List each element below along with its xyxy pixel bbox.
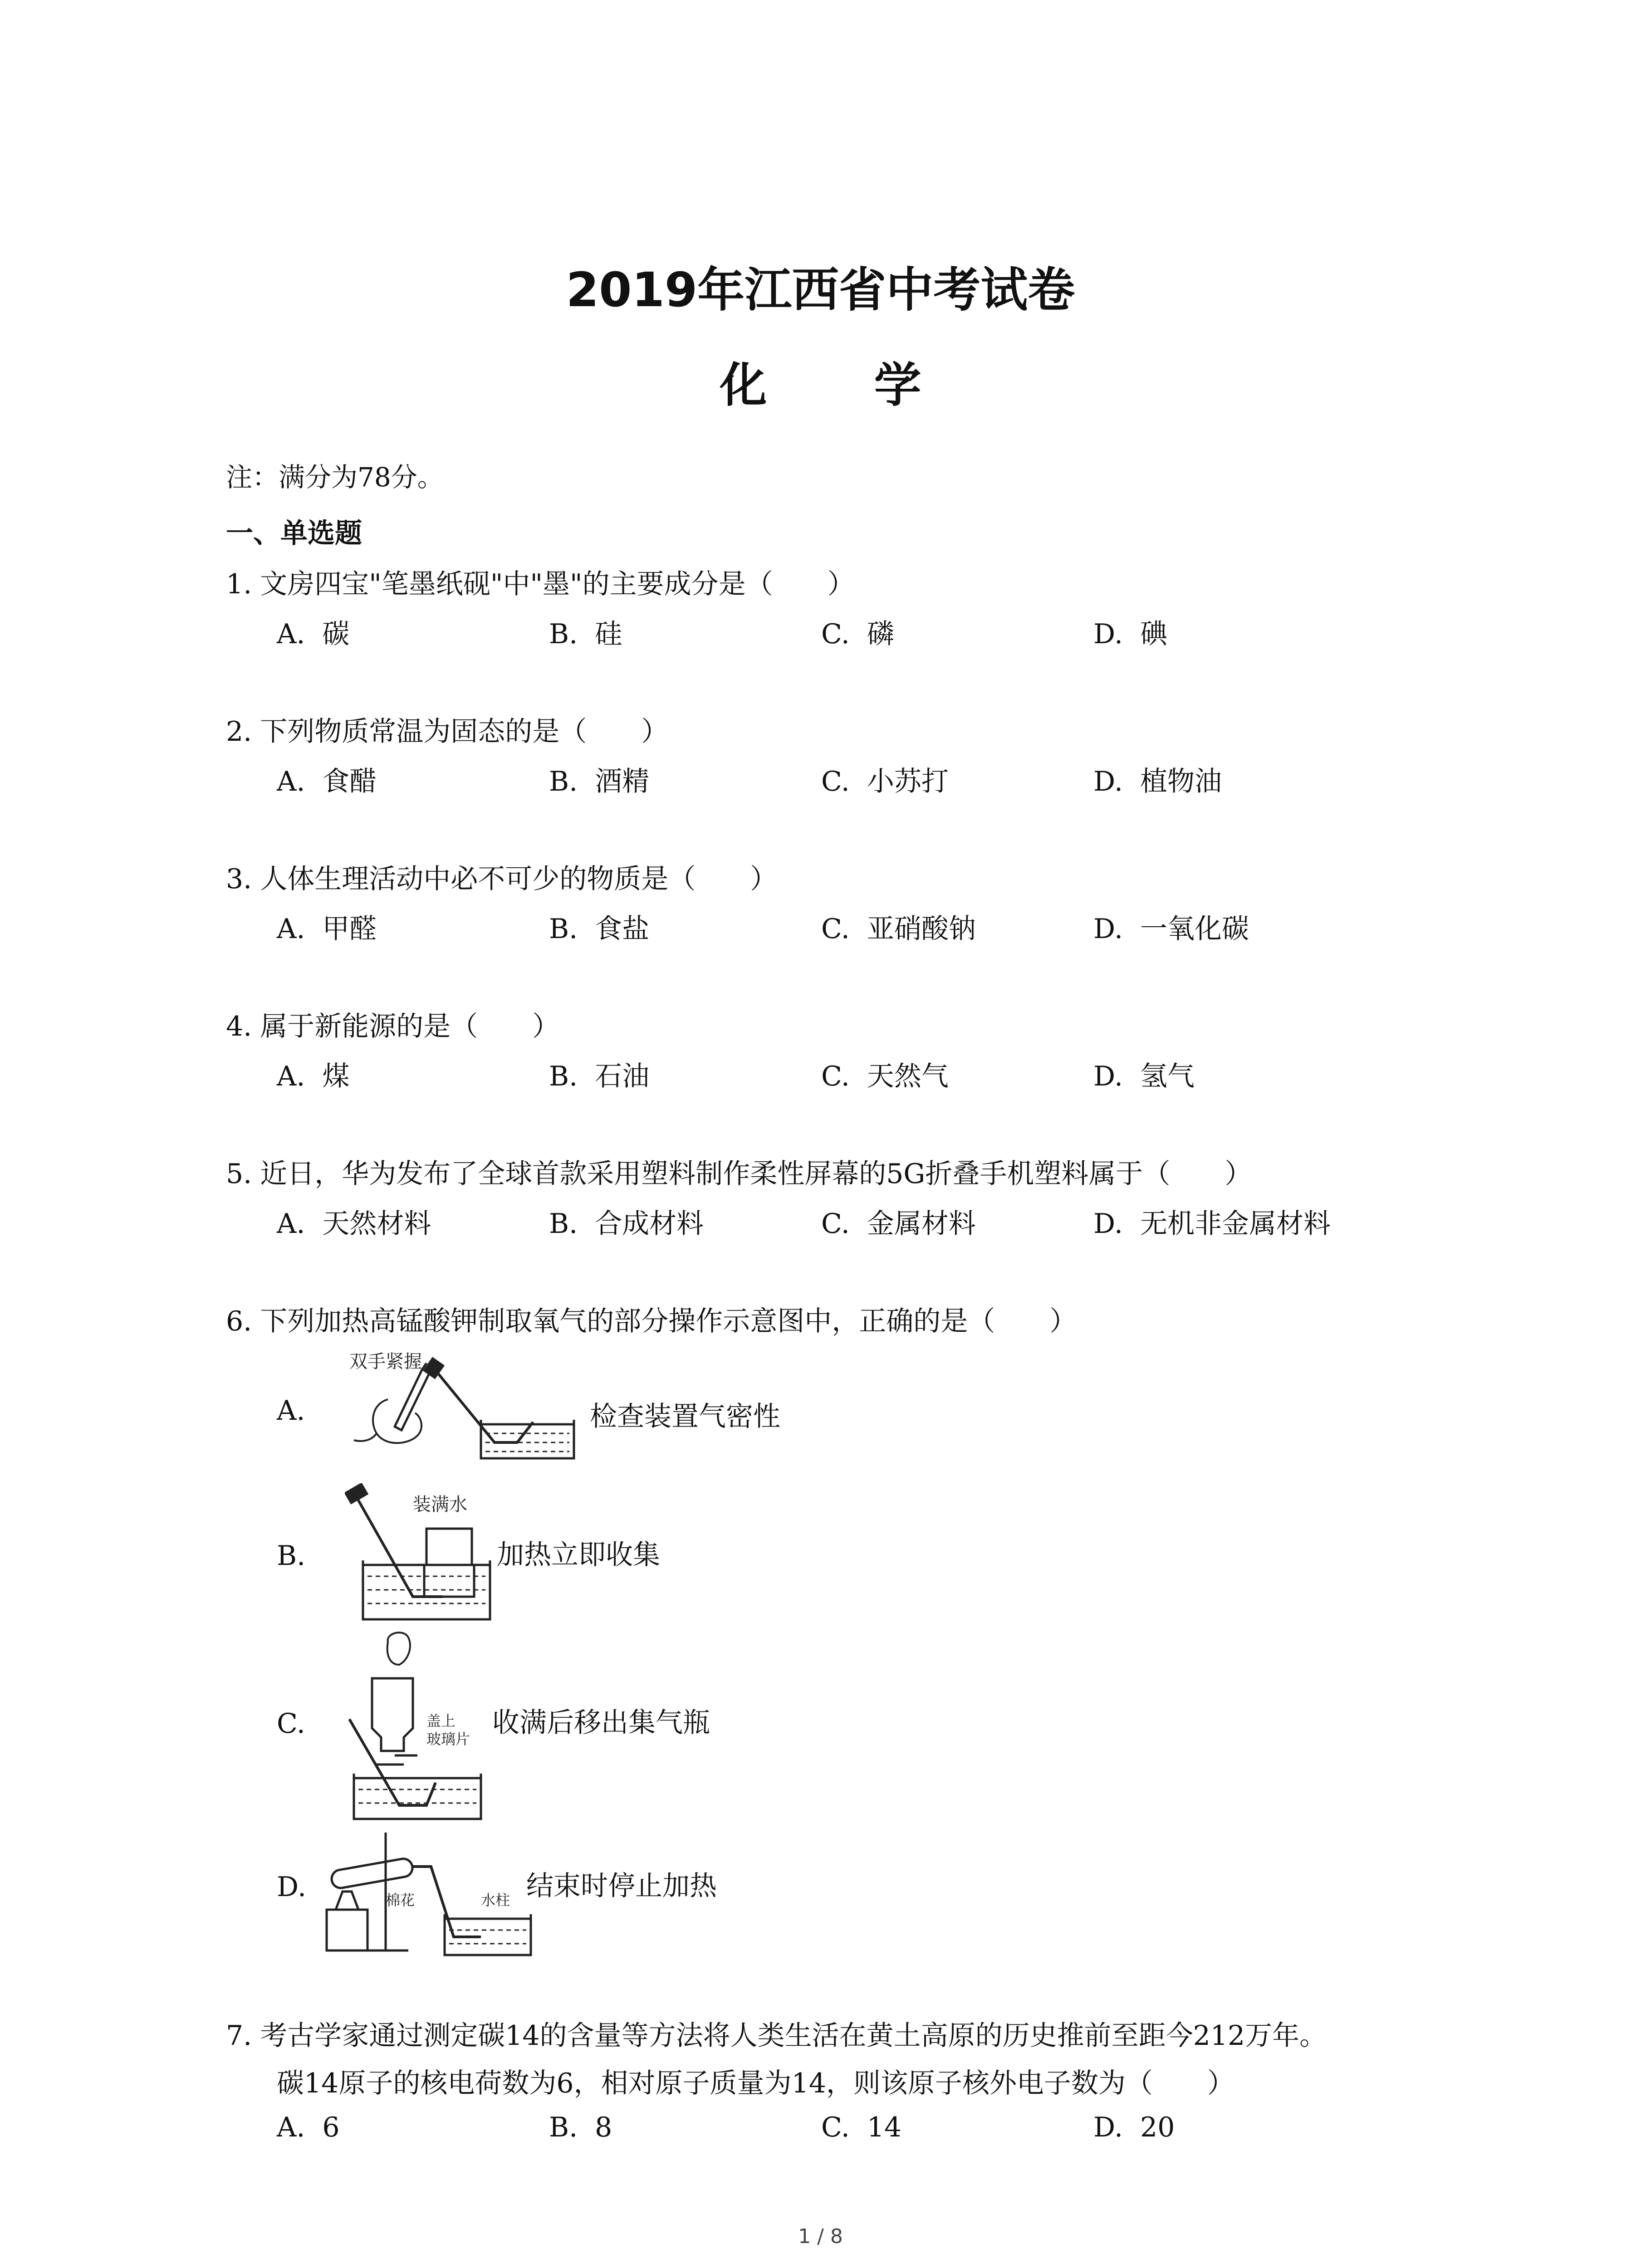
figure-c-cover-label: 盖上 bbox=[426, 1712, 456, 1730]
option-text: 硅 bbox=[595, 618, 622, 650]
option-text: 石油 bbox=[595, 1061, 650, 1092]
figure-d-water-column-label: 水柱 bbox=[481, 1892, 510, 1909]
option-b bbox=[549, 760, 649, 799]
option-a bbox=[277, 1202, 431, 1241]
option-letter: C. bbox=[821, 766, 850, 797]
option-text: 氢气 bbox=[1140, 1061, 1195, 1092]
page-number: 1 / 8 bbox=[798, 2225, 843, 2248]
option-a bbox=[277, 2112, 340, 2143]
option-d bbox=[1093, 907, 1249, 946]
option-text: 碘 bbox=[1140, 618, 1168, 650]
option-text: 煤 bbox=[322, 1061, 350, 1092]
option-text: 一氧化碳 bbox=[1140, 913, 1249, 945]
option-text: 天然气 bbox=[867, 1061, 949, 1092]
option-text: 无机非金属材料 bbox=[1140, 1208, 1331, 1240]
airtightness-check-figure bbox=[345, 1349, 581, 1467]
option-letter: B. bbox=[549, 766, 578, 797]
question-4 bbox=[226, 1005, 559, 1044]
option-text: 6 bbox=[322, 2112, 340, 2143]
question-number: 1. bbox=[226, 568, 252, 600]
option-text: 8 bbox=[595, 2112, 612, 2143]
figure-option-d-caption: 结束时停止加热 bbox=[526, 1870, 717, 1902]
question-number: 4. bbox=[226, 1011, 252, 1042]
question-1 bbox=[226, 562, 855, 601]
option-c bbox=[821, 907, 976, 946]
question-text: 属于新能源的是（ ） bbox=[260, 1011, 560, 1042]
option-letter: A. bbox=[277, 766, 305, 797]
figure-c-glass-label: 玻璃片 bbox=[426, 1730, 470, 1748]
option-text: 食醋 bbox=[322, 766, 377, 797]
subject-title: 化 学 bbox=[720, 357, 967, 413]
option-a bbox=[277, 760, 377, 799]
option-letter: D. bbox=[1093, 913, 1123, 945]
option-text: 磷 bbox=[867, 618, 894, 650]
option-text: 酒精 bbox=[595, 766, 650, 797]
option-letter: C. bbox=[821, 1208, 850, 1240]
option-d bbox=[1093, 2112, 1175, 2143]
option-b bbox=[549, 1202, 704, 1241]
option-b bbox=[549, 1055, 649, 1094]
option-c bbox=[821, 612, 894, 651]
option-text: 食盐 bbox=[595, 913, 650, 945]
option-text: 天然材料 bbox=[322, 1208, 431, 1240]
option-letter: B. bbox=[549, 1208, 578, 1240]
question-2 bbox=[226, 710, 668, 749]
option-letter: D. bbox=[1093, 618, 1123, 650]
option-letter: A. bbox=[277, 2112, 305, 2143]
option-b bbox=[549, 2112, 612, 2143]
question-text: 下列加热高锰酸钾制取氧气的部分操作示意图中，正确的是（ ） bbox=[260, 1305, 1077, 1337]
option-letter: B. bbox=[549, 618, 578, 650]
option-text: 植物油 bbox=[1140, 766, 1222, 797]
option-text: 碳 bbox=[322, 618, 350, 650]
option-letter: A. bbox=[277, 1061, 305, 1092]
question-number: 2. bbox=[226, 716, 252, 748]
option-d bbox=[1093, 760, 1222, 799]
option-letter: A. bbox=[277, 1208, 305, 1240]
option-text: 14 bbox=[867, 2112, 902, 2143]
option-a bbox=[277, 1055, 349, 1094]
question-7 bbox=[226, 2014, 1327, 2053]
option-text: 甲醛 bbox=[322, 913, 377, 945]
question-text: 近日，华为发布了全球首款采用塑料制作柔性屏幕的5G折叠手机塑料属于（ ） bbox=[260, 1158, 1252, 1190]
option-text: 亚硝酸钠 bbox=[867, 913, 976, 945]
question-3 bbox=[226, 857, 777, 896]
option-c bbox=[821, 1055, 949, 1094]
figure-option-c-caption: 收满后移出集气瓶 bbox=[492, 1707, 710, 1739]
question-text: 考古学家通过测定碳14的含量等方法将人类生活在黄土高原的历史推前至距今212万年。 bbox=[260, 2020, 1327, 2052]
option-letter: D. bbox=[1093, 766, 1123, 797]
exam-title: 2019年江西省中考试卷 bbox=[566, 262, 1075, 318]
option-b bbox=[549, 907, 649, 946]
remove-bottle-figure bbox=[345, 1628, 508, 1828]
figure-a-hand-label: 双手紧握 bbox=[349, 1351, 422, 1372]
question-text: 下列物质常温为固态的是（ ） bbox=[260, 716, 669, 748]
figure-option-a-letter: A. bbox=[277, 1395, 305, 1427]
option-letter: D. bbox=[1093, 1208, 1123, 1240]
option-text: 小苏打 bbox=[867, 766, 949, 797]
stop-heating-figure bbox=[318, 1823, 535, 1960]
figure-b-water-label: 装满水 bbox=[413, 1494, 467, 1515]
option-c bbox=[821, 2112, 901, 2143]
option-letter: A. bbox=[277, 913, 305, 945]
figure-option-b-caption: 加热立即收集 bbox=[497, 1539, 660, 1571]
question-number: 7. bbox=[226, 2020, 252, 2052]
option-letter: D. bbox=[1093, 2112, 1123, 2143]
option-letter: D. bbox=[1093, 1061, 1123, 1092]
figure-option-a-caption: 检查装置气密性 bbox=[590, 1401, 780, 1432]
figure-d-cotton-label: 棉花 bbox=[386, 1892, 415, 1909]
option-d bbox=[1093, 1055, 1195, 1094]
option-letter: B. bbox=[549, 913, 578, 945]
question-5 bbox=[226, 1152, 1252, 1191]
option-d bbox=[1093, 612, 1167, 651]
option-text: 20 bbox=[1140, 2112, 1175, 2143]
option-text: 金属材料 bbox=[867, 1208, 976, 1240]
collect-gas-figure bbox=[345, 1483, 508, 1628]
option-b bbox=[549, 612, 622, 651]
option-letter: C. bbox=[821, 1061, 850, 1092]
option-letter: C. bbox=[821, 913, 850, 945]
option-letter: C. bbox=[821, 2112, 850, 2143]
option-text: 合成材料 bbox=[595, 1208, 704, 1240]
section-heading: 一、单选题 bbox=[226, 518, 362, 549]
question-6 bbox=[226, 1300, 1077, 1339]
option-d bbox=[1093, 1202, 1331, 1241]
figure-option-c-letter: C. bbox=[277, 1708, 305, 1740]
option-letter: B. bbox=[549, 2112, 578, 2143]
option-c bbox=[821, 1202, 976, 1241]
figure-option-d-letter: D. bbox=[277, 1871, 307, 1903]
option-a bbox=[277, 907, 377, 946]
question-number: 3. bbox=[226, 863, 252, 895]
question-number: 5. bbox=[226, 1158, 252, 1190]
question-text: 人体生理活动中必不可少的物质是（ ） bbox=[260, 863, 778, 895]
question-7-line-2: 碳14原子的核电荷数为6，相对原子质量为14，则该原子核外电子数为（ ） bbox=[277, 2068, 1234, 2099]
option-a bbox=[277, 612, 349, 651]
option-letter: A. bbox=[277, 618, 305, 650]
question-number: 6. bbox=[226, 1305, 252, 1337]
score-note: 注：满分为78分。 bbox=[226, 462, 444, 493]
option-letter: C. bbox=[821, 618, 850, 650]
question-text: 文房四宝"笔墨纸砚"中"墨"的主要成分是（ ） bbox=[260, 568, 855, 600]
option-letter: B. bbox=[549, 1061, 578, 1092]
option-c bbox=[821, 760, 949, 799]
figure-option-b-letter: B. bbox=[277, 1540, 306, 1572]
